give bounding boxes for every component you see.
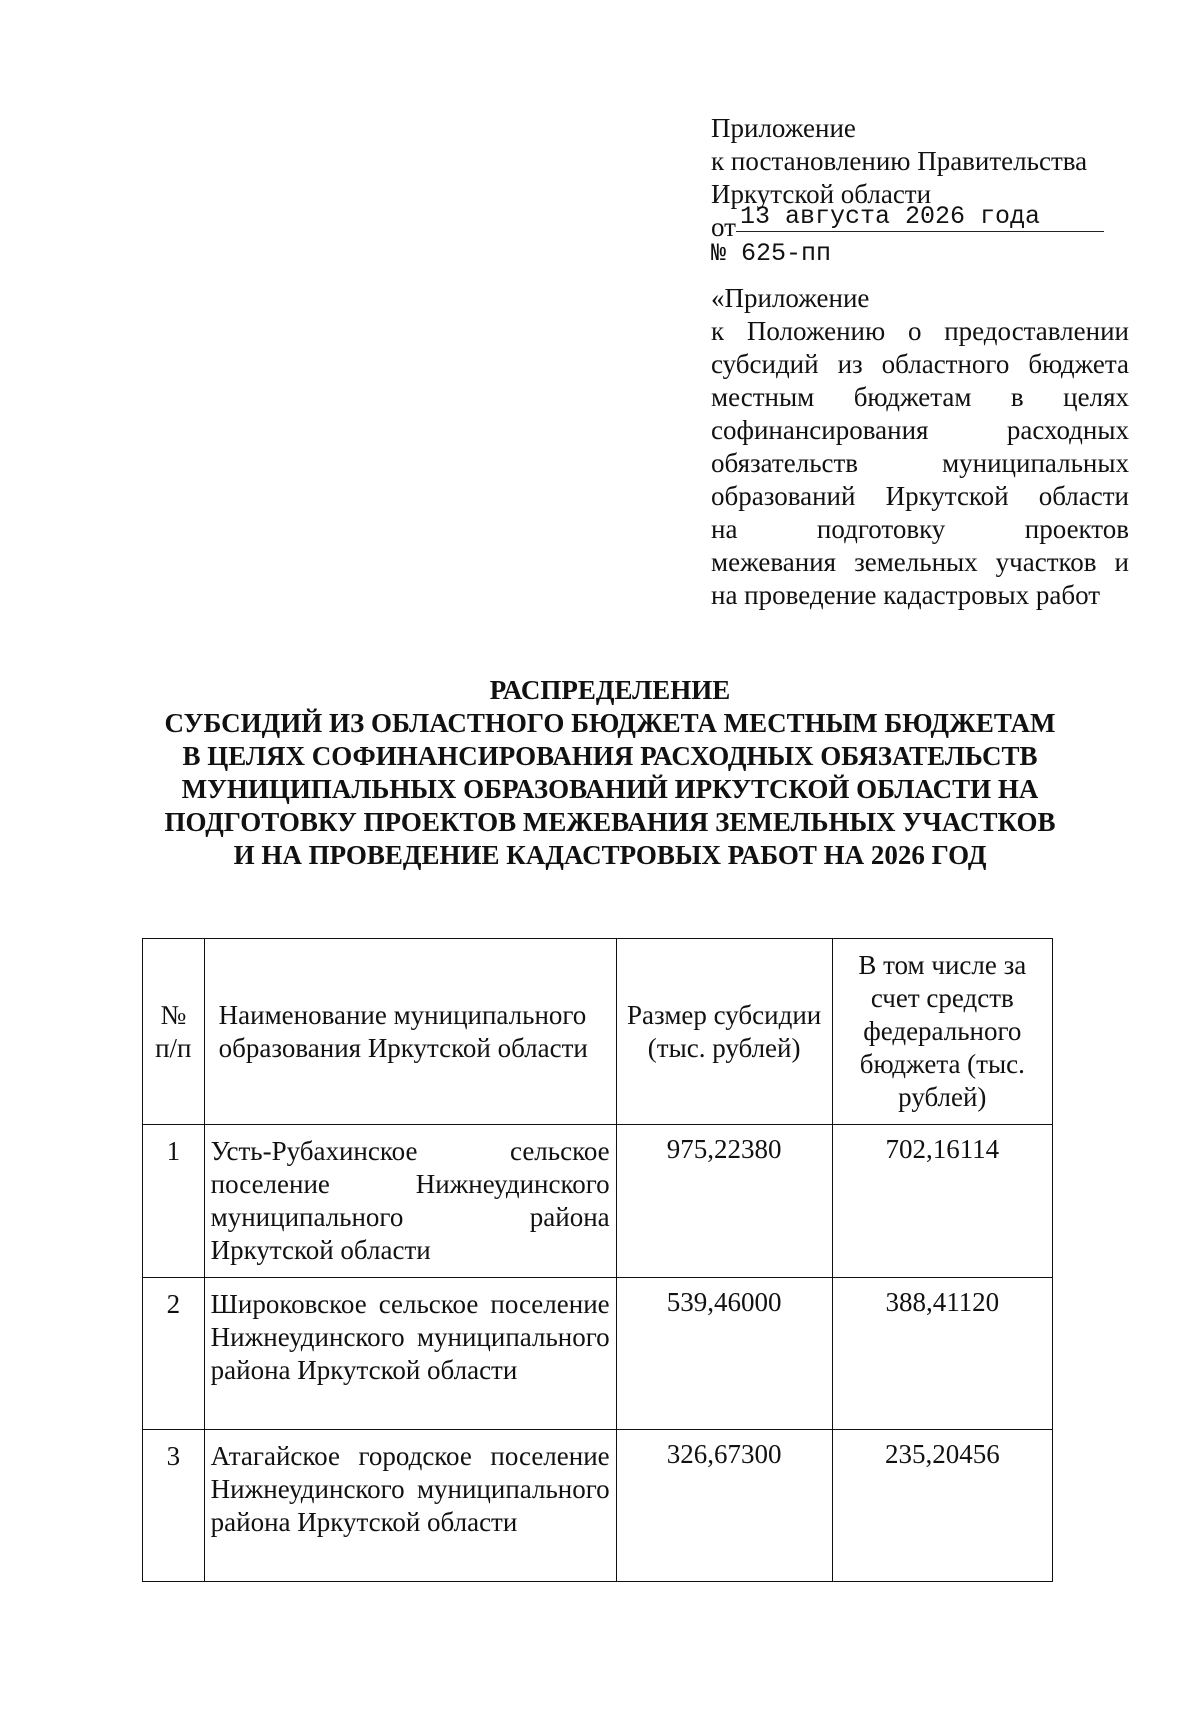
appendix-line-10: на проведение кадастровых работ bbox=[711, 580, 1101, 610]
subsidy-amount: 975,22380 bbox=[616, 1125, 832, 1278]
municipality-name: Атагайское городское поселение Нижнеудинского муниципального района Иркутской области bbox=[204, 1430, 616, 1582]
appendix-line-3: субсидий из областного бюджета bbox=[711, 349, 1129, 379]
row-number: 1 bbox=[143, 1125, 205, 1278]
table-row bbox=[143, 1430, 1053, 1582]
appendix-line-1: «Приложение bbox=[711, 283, 870, 313]
appendix-line-4: местным бюджетам в целях bbox=[711, 382, 1129, 412]
resolution-reference: к постановлению Правительства bbox=[711, 146, 1088, 176]
region-name: Иркутской области bbox=[711, 179, 932, 209]
subsidy-distribution-table bbox=[142, 938, 1053, 1582]
federal-amount: 702,16114 bbox=[832, 1125, 1052, 1278]
header-municipality: Наименование муниципального образования Иркутской области bbox=[204, 939, 616, 1125]
resolution-number: № 625-пп bbox=[711, 239, 832, 268]
header-federal: В том числе за счет средств федерального бюджета (тыс. рублей) bbox=[832, 939, 1052, 1125]
appendix-line-5: софинансирования расходных bbox=[711, 415, 1129, 445]
row-number: 2 bbox=[143, 1278, 205, 1430]
resolution-date: 13 августа 2026 года bbox=[736, 203, 1104, 232]
date-prefix: от bbox=[711, 212, 736, 242]
municipality-name: Широковское сельское поселение Нижнеудинского муниципального района Иркутской области bbox=[204, 1278, 616, 1430]
subsidy-amount: 539,46000 bbox=[616, 1278, 832, 1430]
municipality-name: Усть-Рубахинское сельское поселение Нижнеудинского муниципального района Иркутской области bbox=[204, 1125, 616, 1278]
title-line-2: СУБСИДИЙ ИЗ ОБЛАСТНОГО БЮДЖЕТА МЕСТНЫМ БЮДЖЕТАМ bbox=[164, 708, 1056, 738]
title-line-3: В ЦЕЛЯХ СОФИНАНСИРОВАНИЯ РАСХОДНЫХ ОБЯЗАТЕЛЬСТВ bbox=[182, 741, 1038, 771]
federal-amount: 388,41120 bbox=[832, 1278, 1052, 1430]
appendix-label: Приложение bbox=[711, 113, 856, 143]
title-line-1: РАСПРЕДЕЛЕНИЕ bbox=[489, 675, 731, 705]
title-line-6: И НА ПРОВЕДЕНИЕ КАДАСТРОВЫХ РАБОТ НА 2026 ГОД bbox=[233, 840, 987, 870]
appendix-line-2: к Положению о предоставлении bbox=[711, 316, 1129, 346]
document-title bbox=[140, 674, 1080, 872]
title-line-4: МУНИЦИПАЛЬНЫХ ОБРАЗОВАНИЙ ИРКУТСКОЙ ОБЛАСТИ НА bbox=[181, 774, 1039, 804]
title-line-5: ПОДГОТОВКУ ПРОЕКТОВ МЕЖЕВАНИЯ ЗЕМЕЛЬНЫХ УЧАСТКОВ bbox=[164, 807, 1056, 837]
appendix-line-8: на подготовку проектов bbox=[711, 514, 1129, 544]
header-subsidy: Размер субсидии (тыс. рублей) bbox=[616, 939, 832, 1125]
appendix-line-9: межевания земельных участков и bbox=[711, 547, 1129, 577]
appendix-line-6: обязательств муниципальных bbox=[711, 448, 1129, 478]
table-header-row bbox=[143, 939, 1053, 1125]
row-number: 3 bbox=[143, 1430, 205, 1582]
appendix-line-7: образований Иркутской области bbox=[711, 481, 1129, 511]
federal-amount: 235,20456 bbox=[832, 1430, 1052, 1582]
table-row bbox=[143, 1125, 1053, 1278]
table-row bbox=[143, 1278, 1053, 1430]
regulation-appendix-header bbox=[711, 282, 1129, 612]
subsidy-amount: 326,67300 bbox=[616, 1430, 832, 1582]
resolution-appendix-header bbox=[711, 112, 1131, 268]
header-num: № п/п bbox=[143, 939, 205, 1125]
